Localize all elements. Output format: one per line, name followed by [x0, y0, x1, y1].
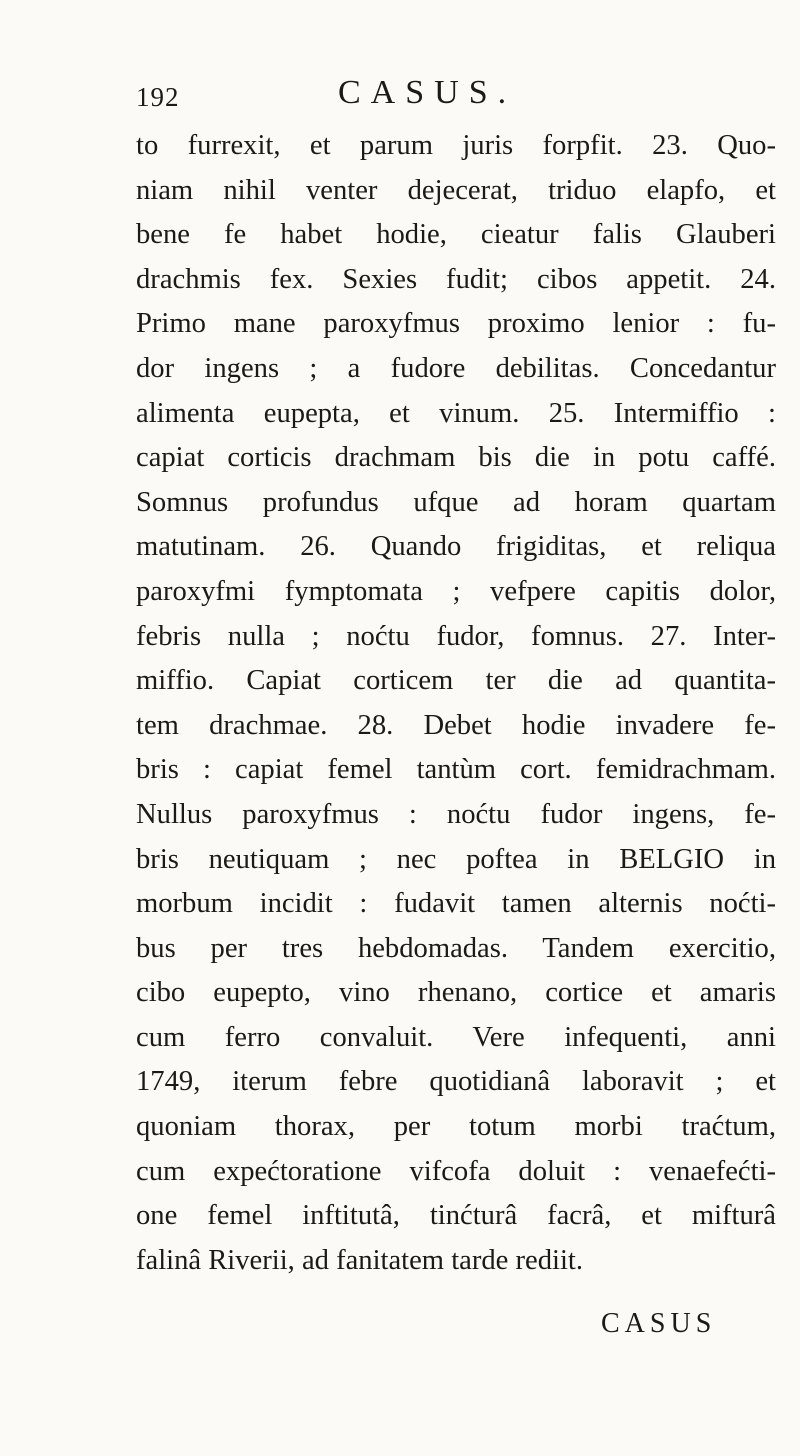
text-line: Primo mane paroxyfmus proximo lenior : fu- — [136, 308, 776, 340]
text-line: matutinam. 26. Quando frigiditas, et reliqua — [136, 531, 776, 563]
text-line: miffio. Capiat corticem ter die ad quantita- — [136, 665, 776, 697]
text-line: cum expećtoratione vifcofa doluit : venaefećti- — [136, 1155, 776, 1187]
text-line: febris nulla ; noćtu fudor, fomnus. 27. Inter- — [136, 620, 776, 652]
text-line: drachmis fex. Sexies fudit; cibos appetit. 24. — [136, 263, 776, 295]
text-line: dor ingens ; a fudore debilitas. Concedantur — [136, 352, 776, 384]
text-line: bene fe habet hodie, cieatur falis Glauberi — [136, 219, 776, 251]
text-line: paroxyfmi fymptomata ; vefpere capitis dolor, — [136, 575, 776, 607]
text-line: Somnus profundus ufque ad horam quartam — [136, 486, 776, 518]
text-line: capiat corticis drachmam bis die in potu caffé. — [136, 442, 776, 474]
text-line: cum ferro convaluit. Vere infequenti, anni — [136, 1021, 776, 1053]
body-text — [136, 124, 776, 1283]
text-line: morbum incidit : fudavit tamen alternis noćti- — [136, 888, 776, 920]
text-line: alimenta eupepta, et vinum. 25. Intermiffio : — [136, 397, 776, 429]
running-head: CASUS. — [338, 74, 517, 111]
text-line: bris : capiat femel tantùm cort. femidrachmam. — [136, 754, 776, 786]
text-line: bus per tres hebdomadas. Tandem exercitio, — [136, 932, 776, 964]
text-line: one femel inftitutâ, tinćturâ facrâ, et mifturâ — [136, 1200, 776, 1232]
catchword: CASUS — [601, 1308, 717, 1339]
text-line: cibo eupepto, vino rhenano, cortice et amaris — [136, 977, 776, 1009]
page-header — [136, 70, 736, 120]
page-number: 192 — [136, 82, 180, 112]
text-line: quoniam thorax, per totum morbi traćtum, — [136, 1111, 776, 1143]
text-line: to furrexit, et parum juris forpfit. 23. Quo- — [136, 130, 776, 161]
text-line: 1749, iterum febre quotidianâ laboravit ; et — [136, 1066, 776, 1098]
text-line: niam nihil venter dejecerat, triduo elapfo, et — [136, 174, 776, 206]
text-line: Nullus paroxyfmus : noćtu fudor ingens, fe- — [136, 798, 776, 830]
text-line: tem drachmae. 28. Debet hodie invadere fe- — [136, 709, 776, 741]
text-line: bris neutiquam ; nec poftea in BELGIO in — [136, 843, 776, 875]
text-line: falinâ Riverii, ad fanitatem tarde rediit. — [136, 1244, 583, 1276]
